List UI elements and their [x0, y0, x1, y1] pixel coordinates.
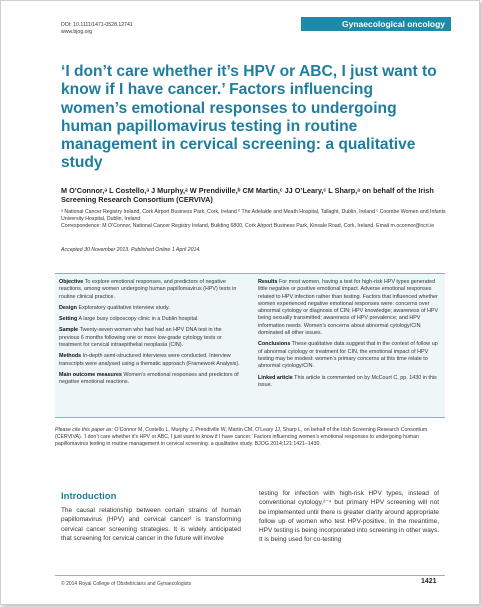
- abstract-label: Linked article: [258, 374, 293, 381]
- citation-block: [55, 427, 445, 473]
- introduction-paragraph: testing for infection with high-risk HPV types, instead of conventional cytology,²⁻⁴ but primary HPV screening will not be implemented until there is greater clarity around appropriate follow up of women who test HPV-positive. In the meantime, HPV testing is being incorporated into screening in other ways. It is being used for co-testing: [259, 490, 439, 544]
- abstract-text: In-depth semi-structured interviews were conducted. Interview transcripts were analysed using a thematic approach (Framework Analysis).: [59, 353, 240, 367]
- copyright: © 2014 Royal College of Obstetricians and Gynaecologists: [61, 581, 192, 587]
- doi-text[interactable]: DOI: 10.1111/1471-0528.12741: [61, 22, 133, 28]
- abstract-text: Twenty-seven women who had had an HPV DNA test in the previous 6 months following one or more low-grade cytology tests or treatment for cervical intraepithelial neoplasia (CIN).: [59, 327, 222, 349]
- introduction-heading: Introduction: [61, 491, 117, 502]
- abstract-text: For most women, having a test for high-risk HPV types generated little negative or positive emotional impact. Adverse emotional responses related to HPV infection rather than testing. Factors that influenced whether women experienced negative emotional responses were: concerns over abnormal cytology or diagnosis of CIN; HPV knowledge; awareness of HPV being sexually transmitted; awareness of HPV prevalence; and HPV information needs. Women’s concerns about abnormal cytology/CIN dominated all other issues.: [258, 279, 439, 337]
- section-banner: Gynaecological oncology: [301, 17, 451, 31]
- authors: M O’Connor,ᵃ L Costello,ᵃ J Murphy,ᵃ W Prendiville,ᵇ CM Martin,ᶜ JJ O’Leary,ᶜ L Sharp,ᵃ on behalf of the Irish Screening Research Consortium (CERVIVA): [61, 186, 434, 205]
- abstract-left-column: [59, 279, 243, 391]
- abstract-label: Main outcome measures: [59, 371, 122, 378]
- abstract-label: Sample: [59, 327, 79, 334]
- abstract-label: Methods: [59, 353, 82, 360]
- abstract-label: Conclusions: [258, 341, 291, 348]
- introduction-left-column: [61, 506, 241, 543]
- abstract-objective: [59, 279, 243, 301]
- abstract-design: [59, 305, 243, 312]
- abstract-text: A large busy colposcopy clinic in a Dublin hospital.: [77, 316, 199, 323]
- journal-website[interactable]: www.bjog.org: [61, 29, 93, 35]
- abstract-text: To explore emotional responses, and predictors of negative reactions, among women undergoing human papillomavirus (HPV) tests in routine clinical practice.: [59, 279, 237, 300]
- abstract-text: Exploratory qualitative interview study.: [76, 304, 170, 311]
- accepted-date: Accepted 30 November 2013. Published Online 1 April 2014.: [61, 247, 201, 253]
- abstract-sample: [59, 327, 243, 349]
- abstract-label: Setting: [59, 316, 78, 323]
- abstract-setting: [59, 316, 243, 323]
- abstract-label: Objective: [59, 279, 84, 285]
- abstract-text: Women’s emotional responses and predictors of negative emotional reactions.: [59, 371, 239, 386]
- affiliations: [61, 209, 446, 230]
- page-number: 1421: [421, 578, 437, 585]
- article-title: ‘I don’t care whether it’s HPV or ABC, I just want to know if I have cancer.’ Factors influencing women’s emotional responses to undergoing human papillomavirus testing in routine management in cervical screening: a qualitative study: [61, 63, 437, 172]
- abstract-label: Results: [258, 279, 278, 285]
- citation-text: [55, 427, 445, 448]
- introduction-paragraph: The causal relationship between certain strains of human papillomavirus (HPV) and cervical cancer¹ is transforming cervical cancer screening strategies. It is widely anticipated that screening for cervical cancer in the future will involve: [61, 507, 241, 542]
- correspondence: Correspondence: M O’Connor, National Cancer Registry Ireland, Building 6800, Cork Airport Business Park, Kinsale Road, Cork, Ireland. Email m.oconnor@ncri.ie: [61, 222, 435, 229]
- footer-divider: [55, 575, 445, 576]
- abstract-right-column: [258, 279, 442, 393]
- abstract-results: [258, 279, 442, 337]
- affiliation-list: ᵃ National Cancer Registry Ireland, Cork Airport Business Park, Cork, Ireland ᵇ The Adelaide and Meath Hospital, Tallaght, Dublin, Ireland ᶜ Coombe Women and Infants University Hospital, Dublin, Ireland: [61, 209, 446, 222]
- abstract-methods: [59, 353, 243, 368]
- abstract-conclusions: [258, 341, 442, 370]
- citation-label: Please cite this paper as:: [55, 427, 113, 433]
- abstract-label: Design: [59, 304, 77, 311]
- citation-body: O’Connor M, Costello L, Murphy J, Prendiville W, Martin CM, O’Leary JJ, Sharp L, on behalf of the Irish Screening Research Consortium (CERVIVA). ‘I don’t care whether it’s HPV or ABC, I just want to know if I have cancer.’ Factors influencing women’s emotional responses to undergoing human papillomavirus testing in routine management in cervical screening: a qualitative study. BJOG 2014;121:1421–1430.: [55, 427, 428, 447]
- abstract-text: These qualitative data suggest that in the context of follow up of abnormal cytology or treatment for CIN, the emotional impact of HPV testing may be modest: women’s primary concerns at this time relate to abnormal cytology/CIN.: [258, 341, 438, 370]
- abstract-text: This article is commented on by McCourt C, pp. 1430 in this issue.: [258, 374, 437, 388]
- doi-block: [61, 22, 133, 36]
- abstract-box: [55, 273, 445, 418]
- abstract-outcome-measures: [59, 372, 243, 387]
- abstract-linked-article: [258, 375, 442, 390]
- introduction-right-column: [259, 489, 439, 545]
